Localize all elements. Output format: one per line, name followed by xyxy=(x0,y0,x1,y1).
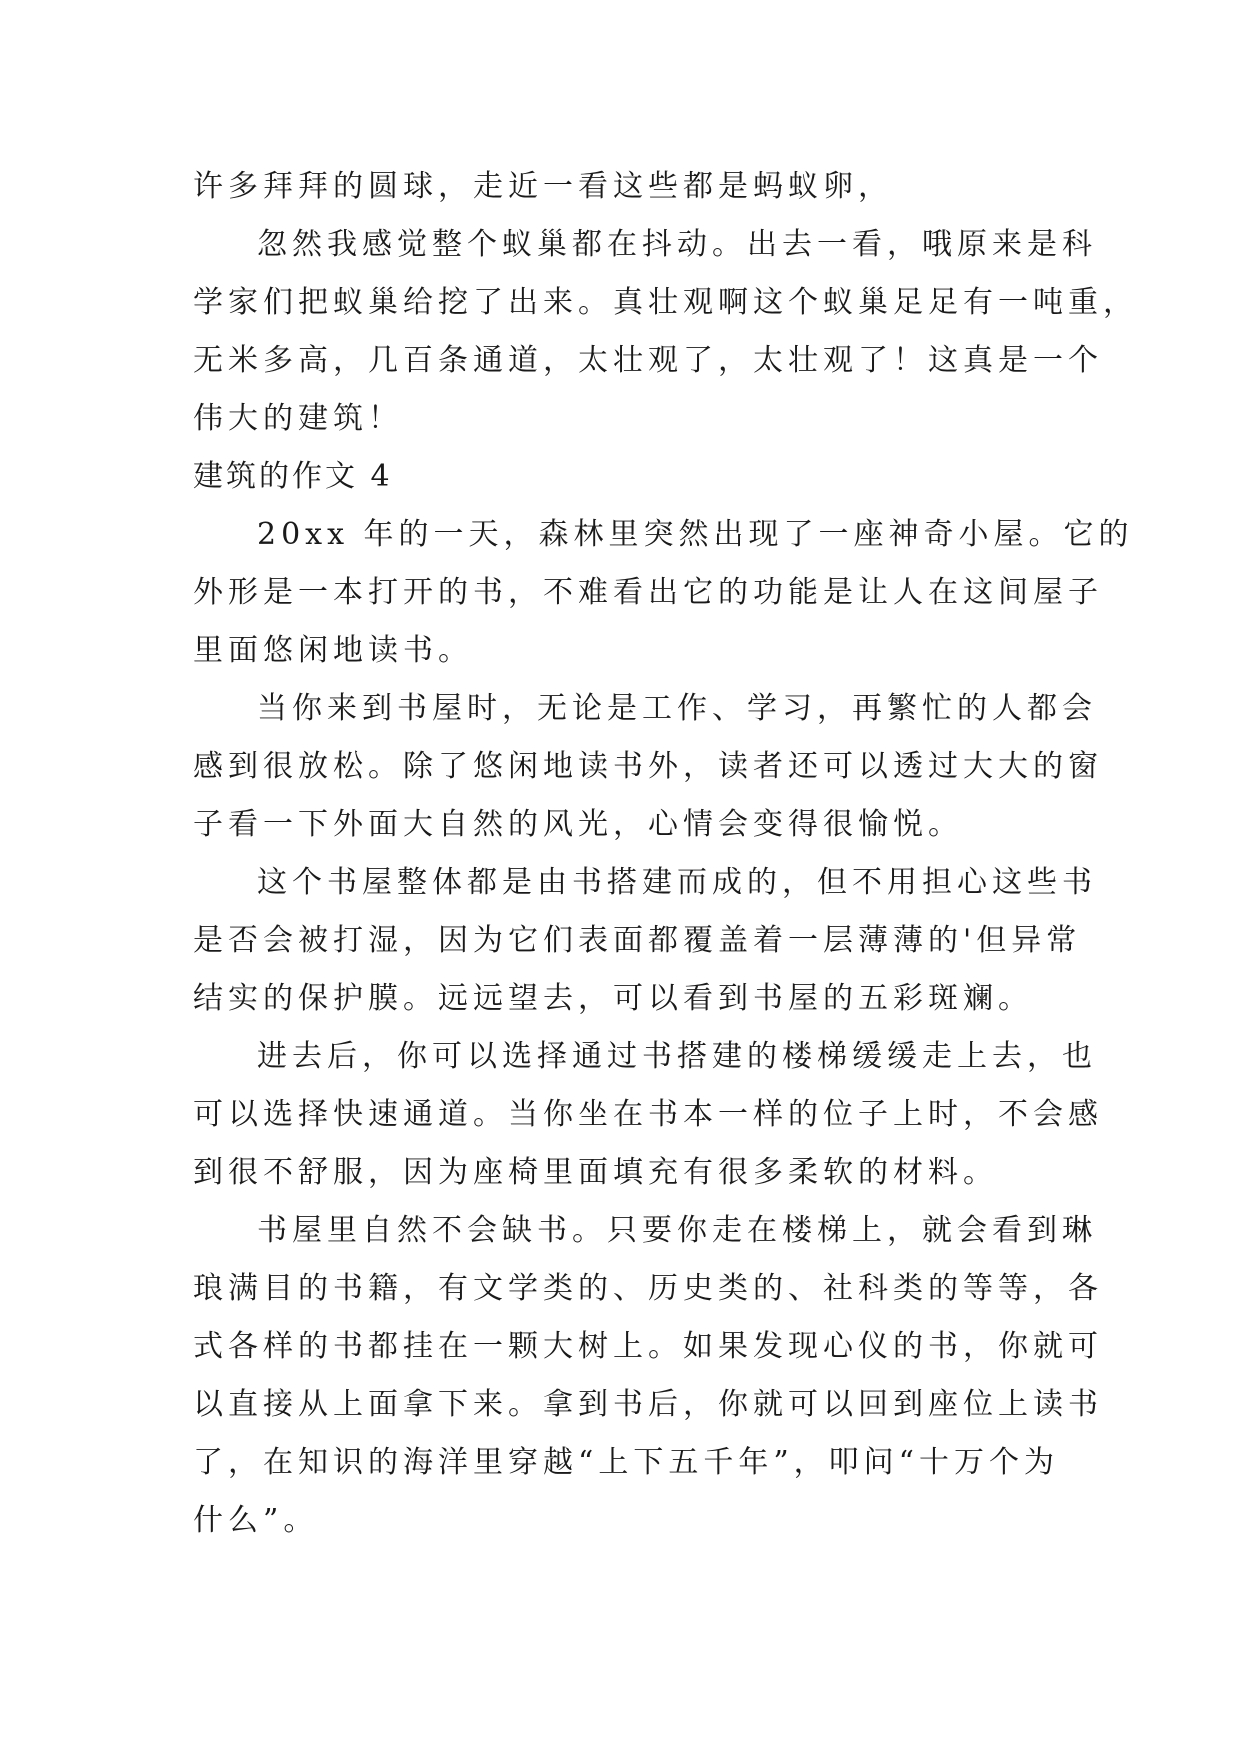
paragraph xyxy=(193,1202,1103,1550)
text-line: 无米多高，几百条通道，太壮观了，太壮观了！这真是一个 xyxy=(193,343,1103,378)
text-line: 是否会被打湿，因为它们表面都覆盖着一层薄薄的'但异常 xyxy=(193,923,1082,958)
text-line: 了，在知识的海洋里穿越“上下五千年”，叩问“十万个为 xyxy=(193,1445,1060,1480)
text-line: 琅满目的书籍，有文学类的、历史类的、社科类的等等，各 xyxy=(193,1271,1103,1306)
paragraph xyxy=(193,216,1138,448)
text-line: 结实的保护膜。远远望去，可以看到书屋的五彩斑斓。 xyxy=(193,981,1033,1016)
text-line: 书屋里自然不会缺书。只要你走在楼梯上，就会看到琳 xyxy=(257,1213,1097,1248)
text-line: 当你来到书屋时，无论是工作、学习，再繁忙的人都会 xyxy=(257,691,1097,726)
paragraph xyxy=(193,680,1103,854)
text-line: 到很不舒服，因为座椅里面填充有很多柔软的材料。 xyxy=(193,1155,998,1190)
text-line: 什么”。 xyxy=(193,1503,319,1538)
text-line: 许多拜拜的圆球，走近一看这些都是蚂蚁卵， xyxy=(193,169,893,204)
text-line: 忽然我感觉整个蚁巢都在抖动。出去一看，哦原来是科 xyxy=(257,227,1097,262)
paragraph xyxy=(193,854,1097,1028)
text-line: 子看一下外面大自然的风光，心情会变得很愉悦。 xyxy=(193,807,963,842)
text-line: 里面悠闲地读书。 xyxy=(193,633,473,668)
paragraph xyxy=(193,1028,1103,1202)
text-line: 20xx 年的一天，森林里突然出现了一座神奇小屋。它的 xyxy=(257,517,1134,552)
text-line: 以直接从上面拿下来。拿到书后，你就可以回到座位上读书 xyxy=(193,1387,1103,1422)
text-line: 外形是一本打开的书，不难看出它的功能是让人在这间屋子 xyxy=(193,575,1103,610)
text-line: 感到很放松。除了悠闲地读书外，读者还可以透过大大的窗 xyxy=(193,749,1103,784)
text-line: 这个书屋整体都是由书搭建而成的，但不用担心这些书 xyxy=(257,865,1097,900)
paragraph xyxy=(193,506,1134,680)
document-body xyxy=(193,158,1138,1550)
text-line: 进去后，你可以选择通过书搭建的楼梯缓缓走上去，也 xyxy=(257,1039,1097,1074)
text-line: 伟大的建筑！ xyxy=(193,401,403,436)
text-line: 式各样的书都挂在一颗大树上。如果发现心仪的书，你就可 xyxy=(193,1329,1103,1364)
text-line: 可以选择快速通道。当你坐在书本一样的位子上时，不会感 xyxy=(193,1097,1103,1132)
text-line: 学家们把蚁巢给挖了出来。真壮观啊这个蚁巢足足有一吨重， xyxy=(193,285,1138,320)
section-title: 建筑的作文 4 xyxy=(193,459,393,494)
